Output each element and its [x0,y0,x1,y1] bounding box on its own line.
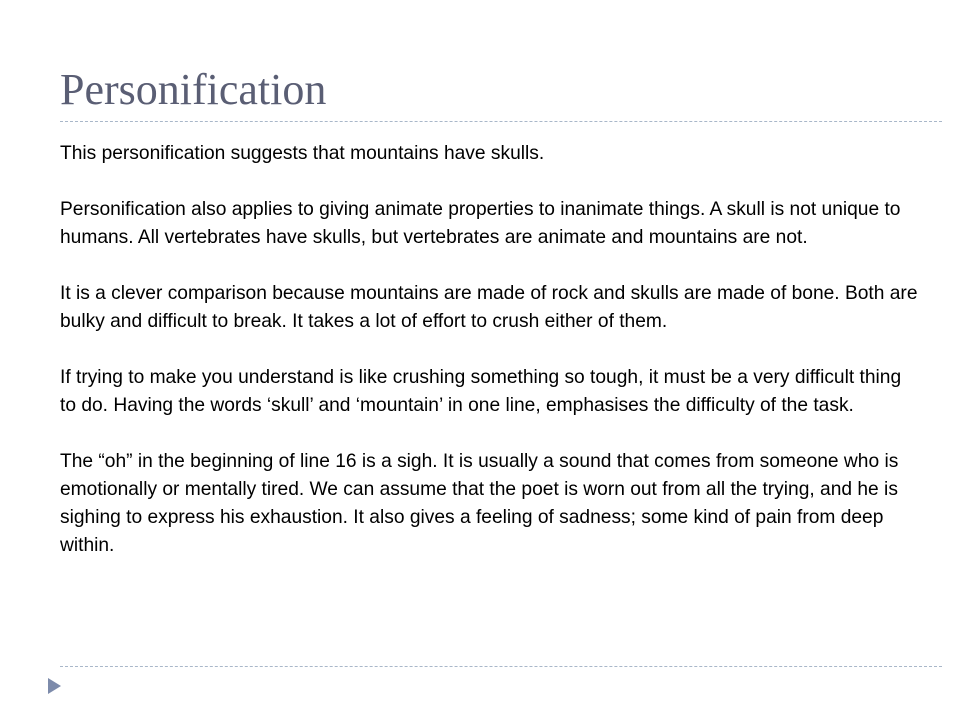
paragraph-2: Personification also applies to giving animate properties to inanimate things. A skull is not unique to humans. All vertebrates have skulls, but vertebrates are animate and mountains are not. [60,199,901,248]
paragraph-1: This personification suggests that mountains have skulls. [60,143,545,164]
play-triangle-icon [48,678,61,694]
footer-divider [60,666,942,667]
paragraph-5: The “oh” in the beginning of line 16 is a sigh. It is usually a sound that comes from someone who is emotionally or mentally tired. We can assume that the poet is worn out from all the trying, and he is sighing to express his exhaustion. It also gives a feeling of sadness; some kind of pain from deep within. [60,451,899,556]
slide-body [60,140,920,560]
slide-title: Personification [60,65,327,114]
paragraph-3: It is a clever comparison because mountains are made of rock and skulls are made of bone. Both are bulky and difficult to break. It takes a lot of effort to crush either of them. [60,283,918,332]
title-divider [60,121,942,122]
paragraph-4: If trying to make you understand is like crushing something so tough, it must be a very difficult thing to do. Having the words ‘skull’ and ‘mountain’ in one line, emphasises the difficulty of the task. [60,367,902,416]
